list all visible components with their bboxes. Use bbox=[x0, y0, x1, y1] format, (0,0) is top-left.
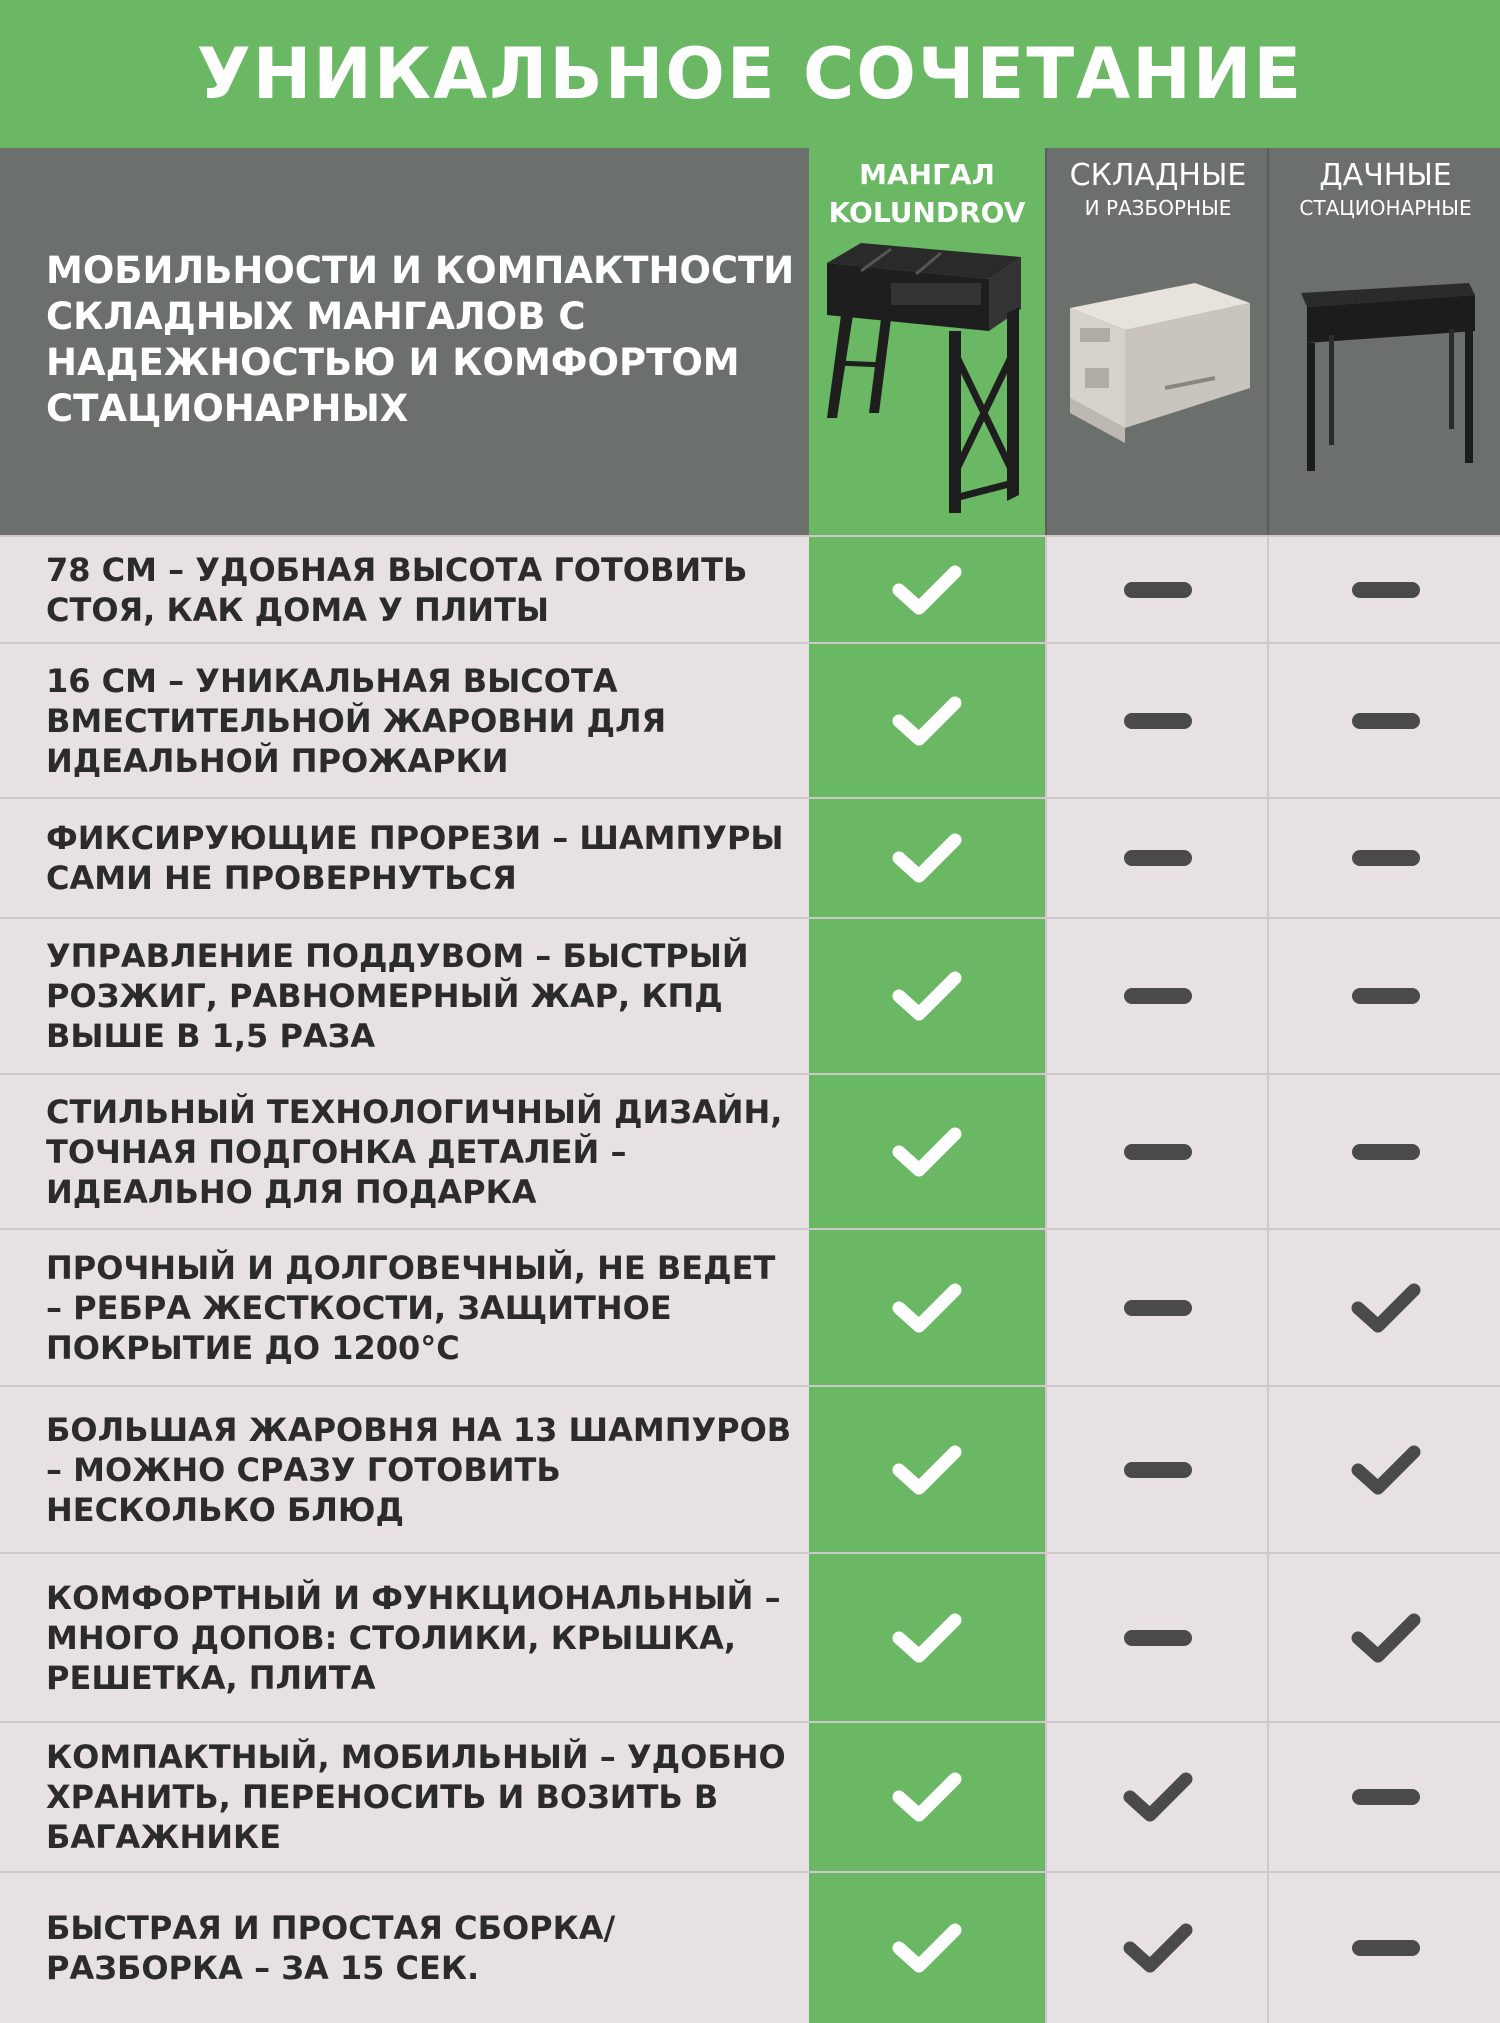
feature-text: УПРАВЛЕНИЕ ПОДДУВОМ – БЫСТРЫЙ РОЗЖИГ, РАВНОМЕРНЫЙ ЖАР, КПД ВЫШЕ В 1,5 РАЗА bbox=[46, 937, 749, 1055]
stationary-grill-image bbox=[1299, 273, 1479, 473]
check-icon bbox=[1350, 1610, 1422, 1666]
table-row bbox=[0, 1385, 1500, 1552]
feature-text: КОМПАКТНЫЙ, МОБИЛЬНЫЙ – УДОБНО ХРАНИТЬ, ПЕРЕНОСИТЬ И ВОЗИТЬ В БАГАЖНИКЕ bbox=[46, 1738, 786, 1856]
cell-kolundrov bbox=[809, 1230, 1045, 1385]
column-stationary bbox=[1267, 148, 1500, 535]
cell-stationary bbox=[1267, 1387, 1500, 1552]
column-stationary-line1: ДАЧНЫЕ bbox=[1319, 158, 1452, 193]
dash-icon bbox=[1124, 988, 1192, 1004]
feature-text: ПРОЧНЫЙ И ДОЛГОВЕЧНЫЙ, НЕ ВЕДЕТ – РЕБРА ЖЕСТКОСТИ, ЗАЩИТНОЕ ПОКРЫТИЕ ДО 1200°С bbox=[46, 1248, 776, 1367]
dash-icon bbox=[1352, 988, 1420, 1004]
cell-folding bbox=[1045, 1230, 1269, 1385]
dash-icon bbox=[1124, 1144, 1192, 1160]
dash-icon bbox=[1124, 1300, 1192, 1316]
check-icon bbox=[1350, 1280, 1422, 1336]
cell-stationary bbox=[1267, 537, 1500, 642]
intro-text: МОБИЛЬНОСТИ И КОМПАКТНОСТИ СКЛАДНЫХ МАНГАЛОВ С НАДЕЖНОСТЬЮ И КОМФОРТОМ СТАЦИОНАРНЫХ bbox=[46, 249, 795, 430]
check-icon bbox=[891, 1124, 963, 1180]
column-kolundrov bbox=[809, 148, 1045, 535]
table-row bbox=[0, 1721, 1500, 1871]
cell-kolundrov bbox=[809, 799, 1045, 917]
feature-text: КОМФОРТНЫЙ И ФУНКЦИОНАЛЬНЫЙ – МНОГО ДОПОВ: СТОЛИКИ, КРЫШКА, РЕШЕТКА, ПЛИТА bbox=[46, 1578, 781, 1697]
table-row bbox=[0, 1552, 1500, 1721]
cell-folding bbox=[1045, 1075, 1269, 1228]
check-icon bbox=[891, 1280, 963, 1336]
cell-folding bbox=[1045, 1723, 1269, 1871]
cell-folding bbox=[1045, 1873, 1269, 2023]
cell-stationary bbox=[1267, 644, 1500, 797]
cell-kolundrov bbox=[809, 919, 1045, 1073]
cell-folding bbox=[1045, 799, 1269, 917]
cell-kolundrov bbox=[809, 644, 1045, 797]
title-banner bbox=[0, 0, 1500, 148]
dash-icon bbox=[1124, 1630, 1192, 1646]
dash-icon bbox=[1124, 713, 1192, 729]
table-row bbox=[0, 917, 1500, 1073]
kolundrov-grill-image bbox=[821, 243, 1033, 523]
table-row bbox=[0, 1871, 1500, 2023]
comparison-header bbox=[0, 148, 1500, 535]
dash-icon bbox=[1124, 1462, 1192, 1478]
column-folding-line2: И РАЗБОРНЫЕ bbox=[1084, 196, 1232, 220]
dash-icon bbox=[1352, 1789, 1420, 1805]
cell-stationary bbox=[1267, 919, 1500, 1073]
column-kolundrov-line1: МАНГАЛ bbox=[859, 158, 995, 191]
column-folding-line1: СКЛАДНЫЕ bbox=[1069, 158, 1247, 193]
column-folding bbox=[1045, 148, 1269, 535]
cell-kolundrov bbox=[809, 1873, 1045, 2023]
check-icon bbox=[891, 1769, 963, 1825]
check-icon bbox=[891, 693, 963, 749]
column-folding-header bbox=[1047, 156, 1269, 220]
cell-kolundrov bbox=[809, 1723, 1045, 1871]
table-row bbox=[0, 642, 1500, 797]
check-icon bbox=[1122, 1769, 1194, 1825]
dash-icon bbox=[1352, 582, 1420, 598]
feature-text: СТИЛЬНЫЙ ТЕХНОЛОГИЧНЫЙ ДИЗАЙН, ТОЧНАЯ ПОДГОНКА ДЕТАЛЕЙ – ИДЕАЛЬНО ДЛЯ ПОДАРКА bbox=[46, 1092, 783, 1211]
table-row bbox=[0, 1073, 1500, 1228]
feature-rows bbox=[0, 535, 1500, 2023]
feature-text: БОЛЬШАЯ ЖАРОВНЯ НА 13 ШАМПУРОВ – МОЖНО СРАЗУ ГОТОВИТЬ НЕСКОЛЬКО БЛЮД bbox=[46, 1410, 792, 1529]
cell-stationary bbox=[1267, 799, 1500, 917]
cell-folding bbox=[1045, 537, 1269, 642]
cell-folding bbox=[1045, 1554, 1269, 1721]
column-stationary-line2: СТАЦИОНАРНЫЕ bbox=[1299, 196, 1472, 220]
feature-text: 78 СМ – УДОБНАЯ ВЫСОТА ГОТОВИТЬ СТОЯ, КАК ДОМА У ПЛИТЫ bbox=[46, 550, 748, 629]
cell-stationary bbox=[1267, 1554, 1500, 1721]
table-row bbox=[0, 535, 1500, 642]
cell-stationary bbox=[1267, 1873, 1500, 2023]
dash-icon bbox=[1352, 713, 1420, 729]
table-row bbox=[0, 797, 1500, 917]
cell-kolundrov bbox=[809, 1554, 1045, 1721]
dash-icon bbox=[1352, 1940, 1420, 1956]
cell-kolundrov bbox=[809, 537, 1045, 642]
cell-kolundrov bbox=[809, 1387, 1045, 1552]
feature-text: БЫСТРАЯ И ПРОСТАЯ СБОРКА/ РАЗБОРКА – ЗА 15 СЕК. bbox=[46, 1909, 616, 1987]
check-icon bbox=[891, 830, 963, 886]
cell-folding bbox=[1045, 919, 1269, 1073]
column-stationary-header bbox=[1269, 156, 1500, 220]
folding-grill-image bbox=[1065, 278, 1255, 448]
intro-cell bbox=[0, 148, 809, 535]
check-icon bbox=[891, 562, 963, 618]
feature-text: ФИКСИРУЮЩИЕ ПРОРЕЗИ – ШАМПУРЫ САМИ НЕ ПРОВЕРНУТЬСЯ bbox=[46, 819, 784, 897]
column-kolundrov-header bbox=[809, 156, 1045, 232]
check-icon bbox=[1122, 1920, 1194, 1976]
dash-icon bbox=[1124, 582, 1192, 598]
column-kolundrov-line2: KOLUNDROV bbox=[828, 196, 1026, 229]
cell-stationary bbox=[1267, 1723, 1500, 1871]
cell-kolundrov bbox=[809, 1075, 1045, 1228]
page-title: УНИКАЛЬНОЕ СОЧЕТАНИЕ bbox=[196, 33, 1304, 115]
check-icon bbox=[891, 1610, 963, 1666]
cell-folding bbox=[1045, 644, 1269, 797]
feature-text: 16 СМ – УНИКАЛЬНАЯ ВЫСОТА ВМЕСТИТЕЛЬНОЙ ЖАРОВНИ ДЛЯ ИДЕАЛЬНОЙ ПРОЖАРКИ bbox=[46, 661, 667, 780]
dash-icon bbox=[1124, 850, 1192, 866]
check-icon bbox=[891, 1920, 963, 1976]
cell-stationary bbox=[1267, 1230, 1500, 1385]
check-icon bbox=[891, 1442, 963, 1498]
dash-icon bbox=[1352, 1144, 1420, 1160]
cell-folding bbox=[1045, 1387, 1269, 1552]
table-row bbox=[0, 1228, 1500, 1385]
cell-stationary bbox=[1267, 1075, 1500, 1228]
check-icon bbox=[891, 968, 963, 1024]
dash-icon bbox=[1352, 850, 1420, 866]
check-icon bbox=[1350, 1442, 1422, 1498]
